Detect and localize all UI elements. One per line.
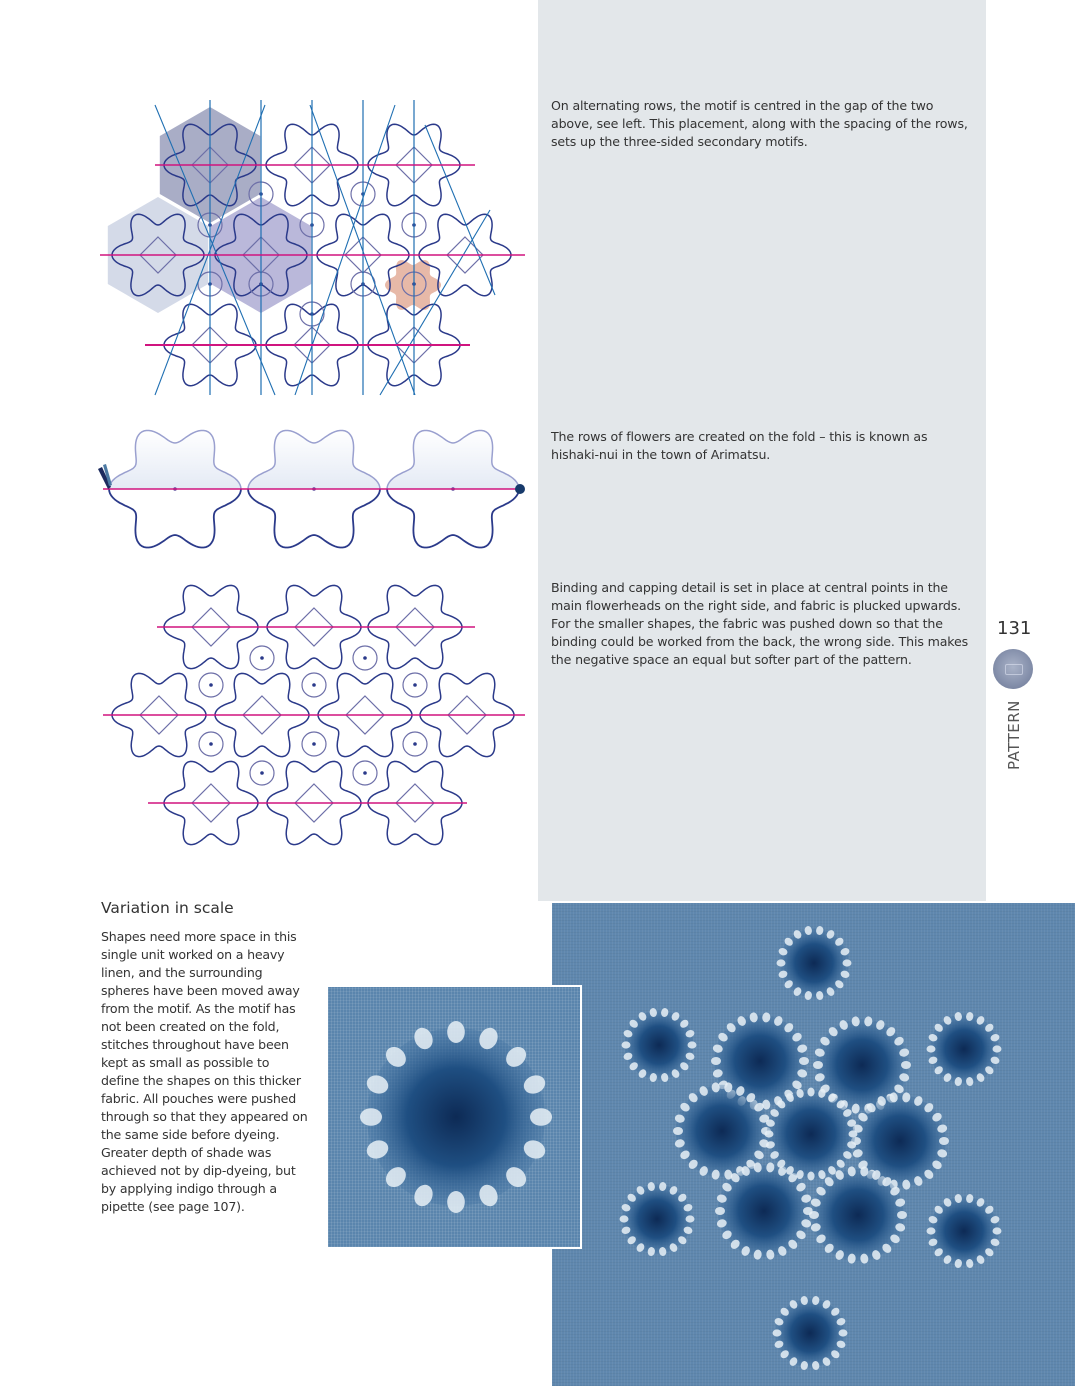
photo-shibori-cluster xyxy=(550,901,1075,1386)
center-dot xyxy=(209,742,213,746)
detail-motif-dot xyxy=(360,1108,382,1126)
outer-sphere-motif-dot xyxy=(843,959,852,966)
outer-sphere-motif-dot xyxy=(622,1041,631,1048)
outer-sphere-motif-dot xyxy=(688,1041,697,1048)
outer-sphere-motif-dot xyxy=(927,1227,936,1234)
central-motif-dot xyxy=(807,1172,814,1181)
page-number: 131 xyxy=(997,618,1032,639)
outer-sphere-motif-dot xyxy=(993,1045,1002,1052)
central-motif-dot xyxy=(849,1130,858,1137)
center-dot xyxy=(209,683,213,687)
center-dot xyxy=(413,742,417,746)
caption-binding: Binding and capping detail is set in place at central points in the main flowerheads on the right side, and fabric is plucked upwards. For the smaller shapes, the fabric was pushed down so that the binding could be worked from the back, the wrong side. This makes the negative space an equal but softer part of the pattern. xyxy=(551,580,968,667)
caption-fold-rows: The rows of flowers are created on the fold – this is known as hishaki-nui in the town of Arimatsu. xyxy=(551,429,928,462)
outer-sphere-motif-dot xyxy=(993,1227,1002,1234)
flower-petal-motif-dot xyxy=(813,1061,823,1069)
outer-sphere-motif-dot xyxy=(777,959,786,966)
photo-shibori-detail xyxy=(326,985,582,1249)
center-dot xyxy=(312,683,316,687)
outer-sphere-motif-dot xyxy=(620,1215,629,1222)
outer-sphere-motif-dot xyxy=(839,1329,848,1336)
central-motif-dot xyxy=(765,1130,774,1137)
variation-body-text: Shapes need more space in this single unit worked on a heavy linen, and the surrounding spheres have been moved away from the motif. As the motif has not been created on the fold, stitches throughout have been kept as small as possible to define the shapes on this thicker fabric. All pouches were pushed through so that they appeared on the same side before dyeing. Greater depth of shade was achieved not by dip-dyeing, but by applying indigo through a pipette (see page 107). xyxy=(101,929,308,1214)
center-dot xyxy=(260,771,264,775)
detail-motif-dot xyxy=(447,1021,465,1043)
flower-petal-motif-dot xyxy=(809,1211,819,1219)
flower-petal-motif-dot xyxy=(897,1211,907,1219)
flower-petal-motif-dot xyxy=(901,1061,911,1069)
section-label: PATTERN xyxy=(1005,700,1023,770)
section-heading: Variation in scale xyxy=(101,899,234,917)
diagram-binding-layout xyxy=(95,575,535,855)
flower-petal-motif-dot xyxy=(939,1137,949,1145)
caption-alternating-rows: On alternating rows, the motif is centred in the gap of the two above, see left. This placement, along with the spacing of the rows, sets up the three-sided secondary motifs. xyxy=(551,98,968,149)
outer-sphere-motif-dot xyxy=(927,1045,936,1052)
detail-motif-dot xyxy=(530,1108,552,1126)
flower-petal-motif-dot xyxy=(673,1127,683,1135)
outer-sphere-motif-dot xyxy=(773,1329,782,1336)
outer-sphere-motif-dot xyxy=(686,1215,695,1222)
diagonal-guide-line xyxy=(425,125,495,295)
central-motif-dot xyxy=(807,1088,814,1097)
center-dot xyxy=(312,742,316,746)
flower-petal-motif-dot xyxy=(799,1057,809,1065)
diagram-fold-row xyxy=(95,425,535,555)
diagram-alternating-rows xyxy=(95,95,535,405)
thread-knot xyxy=(515,484,525,494)
fabric-swatch-icon xyxy=(993,649,1033,689)
flower-petal-motif-dot xyxy=(715,1207,725,1215)
center-dot xyxy=(363,656,367,660)
center-dot xyxy=(413,683,417,687)
flower-petal-motif-dot xyxy=(711,1057,721,1065)
detail-motif-dot xyxy=(447,1191,465,1213)
center-dot xyxy=(363,771,367,775)
center-dot xyxy=(260,656,264,660)
